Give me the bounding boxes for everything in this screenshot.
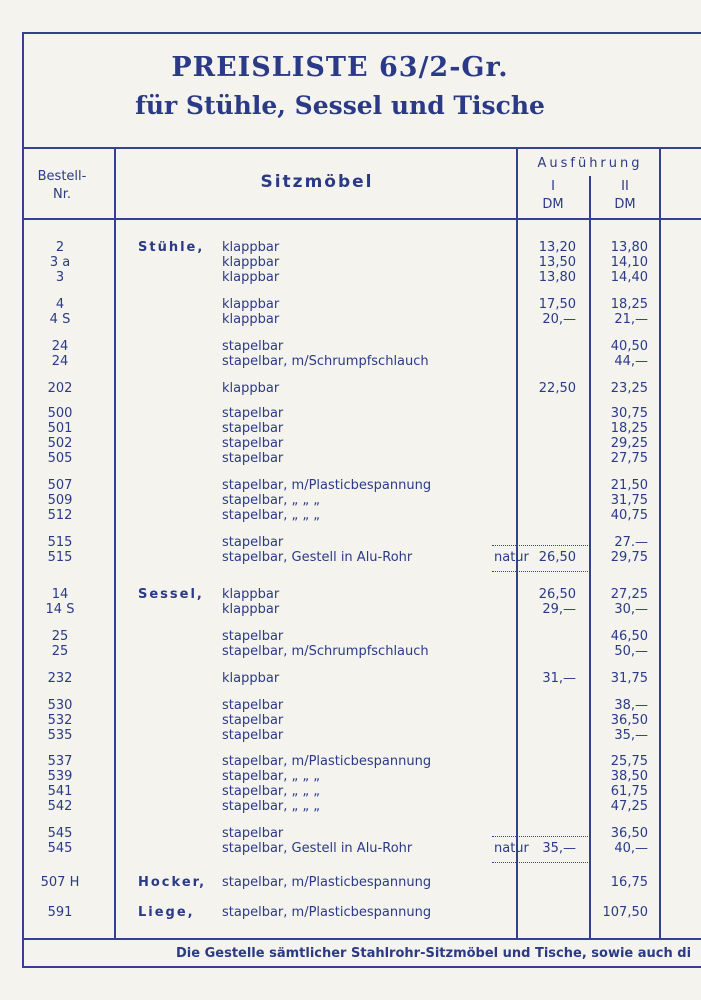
order-number: 537 <box>47 754 73 769</box>
price-ii: 23,25 <box>610 381 648 396</box>
header-col-ii: II <box>621 179 629 194</box>
item-description: klappbar <box>222 587 280 602</box>
order-number: 541 <box>47 784 73 799</box>
item-description: stapelbar <box>222 406 284 421</box>
header-rule-top <box>22 147 701 149</box>
price-i: 29,— <box>542 602 576 617</box>
item-description: klappbar <box>222 602 280 617</box>
item-description: klappbar <box>222 255 280 270</box>
order-number: 591 <box>47 905 73 920</box>
item-description: stapelbar, „ „ „ <box>222 508 320 523</box>
price-ii: 27.— <box>614 535 648 550</box>
price-ii: 18,25 <box>610 421 648 436</box>
order-number: 507 H <box>40 875 80 890</box>
order-number: 2 <box>55 240 65 255</box>
price-i: 13,80 <box>538 270 576 285</box>
price-ii: 40,75 <box>610 508 648 523</box>
price-ii: 29,75 <box>610 550 648 565</box>
page-subtitle: für Stühle, Sessel und Tische <box>135 91 545 120</box>
price-ii: 21,50 <box>610 478 648 493</box>
header-sitzmoebel: Sitzmöbel <box>260 172 374 192</box>
order-number: 505 <box>47 451 73 466</box>
price-ii: 14,10 <box>610 255 648 270</box>
item-description: klappbar <box>222 270 280 285</box>
item-description: stapelbar <box>222 436 284 451</box>
order-number: 500 <box>47 406 73 421</box>
item-description: stapelbar, „ „ „ <box>222 769 320 784</box>
price-ii: 16,75 <box>610 875 648 890</box>
order-number: 539 <box>47 769 73 784</box>
price-ii: 35,— <box>614 728 648 743</box>
item-description: stapelbar <box>222 698 284 713</box>
price-ii: 46,50 <box>610 629 648 644</box>
item-description: klappbar <box>222 671 280 686</box>
price-ii: 30,— <box>614 602 648 617</box>
order-number: 502 <box>47 436 73 451</box>
item-description: stapelbar, Gestell in Alu-Rohr <box>222 550 413 565</box>
price-ii: 13,80 <box>610 240 648 255</box>
order-number: 25 <box>51 644 69 659</box>
finish-label: natur <box>494 841 529 856</box>
item-description: stapelbar <box>222 421 284 436</box>
dotted-line <box>492 862 588 863</box>
order-number: 542 <box>47 799 73 814</box>
order-number: 532 <box>47 713 73 728</box>
item-description: stapelbar, m/Schrumpfschlauch <box>222 354 429 369</box>
column-divider-i <box>589 176 591 938</box>
price-ii: 30,75 <box>610 406 648 421</box>
price-ii: 107,50 <box>602 905 648 920</box>
order-number: 535 <box>47 728 73 743</box>
price-ii: 61,75 <box>610 784 648 799</box>
order-number: 4 <box>55 297 65 312</box>
dotted-line <box>492 836 588 837</box>
item-description: stapelbar <box>222 629 284 644</box>
price-ii: 50,— <box>614 644 648 659</box>
header-col-i: I <box>551 179 555 194</box>
header-dm-ii: DM <box>614 197 636 212</box>
order-number: 545 <box>47 841 73 856</box>
header-bestell: Bestell- <box>37 169 87 184</box>
price-ii: 27,25 <box>610 587 648 602</box>
price-ii: 38,50 <box>610 769 648 784</box>
item-description: stapelbar, „ „ „ <box>222 784 320 799</box>
price-ii: 40,50 <box>610 339 648 354</box>
price-ii: 36,50 <box>610 713 648 728</box>
header-rule-bottom <box>22 218 701 220</box>
item-description: stapelbar, m/Plasticbespannung <box>222 905 432 920</box>
order-number: 24 <box>51 354 69 369</box>
finish-label: natur <box>494 550 529 565</box>
item-description: klappbar <box>222 240 280 255</box>
item-description: stapelbar, m/Schrumpfschlauch <box>222 644 429 659</box>
price-ii: 25,75 <box>610 754 648 769</box>
header-dm-i: DM <box>542 197 564 212</box>
category-label: Stühle, <box>138 240 205 255</box>
header-ausfuehrung: Ausführung <box>537 156 643 171</box>
footer-note: Die Gestelle sämtlicher Stahlrohr-Sitzmöbel und Tische, sowie auch di <box>176 946 692 961</box>
category-label: Sessel, <box>138 587 204 602</box>
order-number: 545 <box>47 826 73 841</box>
price-ii: 36,50 <box>610 826 648 841</box>
item-description: klappbar <box>222 312 280 327</box>
item-description: stapelbar <box>222 451 284 466</box>
order-number: 3 <box>55 270 65 285</box>
order-number: 202 <box>47 381 73 396</box>
order-number: 515 <box>47 550 73 565</box>
price-i: 26,50 <box>538 550 576 565</box>
column-divider-ii <box>659 149 661 938</box>
price-i: 13,20 <box>538 240 576 255</box>
price-ii: 21,— <box>614 312 648 327</box>
header-nr: Nr. <box>52 187 71 202</box>
order-number: 3 a <box>49 255 71 270</box>
dotted-line <box>492 545 588 546</box>
price-i: 31,— <box>542 671 576 686</box>
price-i: 35,— <box>542 841 576 856</box>
item-description: stapelbar, m/Plasticbespannung <box>222 875 432 890</box>
item-description: stapelbar, „ „ „ <box>222 799 320 814</box>
price-ii: 47,25 <box>610 799 648 814</box>
price-ii: 14,40 <box>610 270 648 285</box>
order-number: 507 <box>47 478 73 493</box>
dotted-line <box>492 571 588 572</box>
price-ii: 18,25 <box>610 297 648 312</box>
category-label: Liege, <box>138 905 195 920</box>
order-number: 14 <box>51 587 69 602</box>
order-number: 501 <box>47 421 73 436</box>
order-number: 4 S <box>49 312 71 327</box>
item-description: stapelbar, Gestell in Alu-Rohr <box>222 841 413 856</box>
price-ii: 27,75 <box>610 451 648 466</box>
price-ii: 38,— <box>614 698 648 713</box>
price-ii: 31,75 <box>610 493 648 508</box>
price-ii: 31,75 <box>610 671 648 686</box>
order-number: 232 <box>47 671 73 686</box>
order-number: 530 <box>47 698 73 713</box>
item-description: klappbar <box>222 297 280 312</box>
item-description: klappbar <box>222 381 280 396</box>
price-ii: 40,— <box>614 841 648 856</box>
price-i: 26,50 <box>538 587 576 602</box>
price-i: 20,— <box>542 312 576 327</box>
item-description: stapelbar <box>222 339 284 354</box>
item-description: stapelbar <box>222 728 284 743</box>
order-number: 509 <box>47 493 73 508</box>
footer-rule <box>22 938 701 940</box>
item-description: stapelbar <box>222 826 284 841</box>
item-description: stapelbar <box>222 535 284 550</box>
order-number: 25 <box>51 629 69 644</box>
category-label: Hocker, <box>138 875 207 890</box>
price-i: 17,50 <box>538 297 576 312</box>
price-i: 13,50 <box>538 255 576 270</box>
item-description: stapelbar <box>222 713 284 728</box>
price-ii: 44,— <box>614 354 648 369</box>
column-divider-nr <box>114 149 116 938</box>
price-i: 22,50 <box>538 381 576 396</box>
item-description: stapelbar, m/Plasticbespannung <box>222 754 432 769</box>
item-description: stapelbar, „ „ „ <box>222 493 320 508</box>
order-number: 512 <box>47 508 73 523</box>
order-number: 515 <box>47 535 73 550</box>
page-title: PREISLISTE 63/2-Gr. <box>171 52 509 83</box>
order-number: 24 <box>51 339 69 354</box>
order-number: 14 S <box>45 602 75 617</box>
column-divider-desc <box>516 149 518 938</box>
item-description: stapelbar, m/Plasticbespannung <box>222 478 432 493</box>
price-ii: 29,25 <box>610 436 648 451</box>
